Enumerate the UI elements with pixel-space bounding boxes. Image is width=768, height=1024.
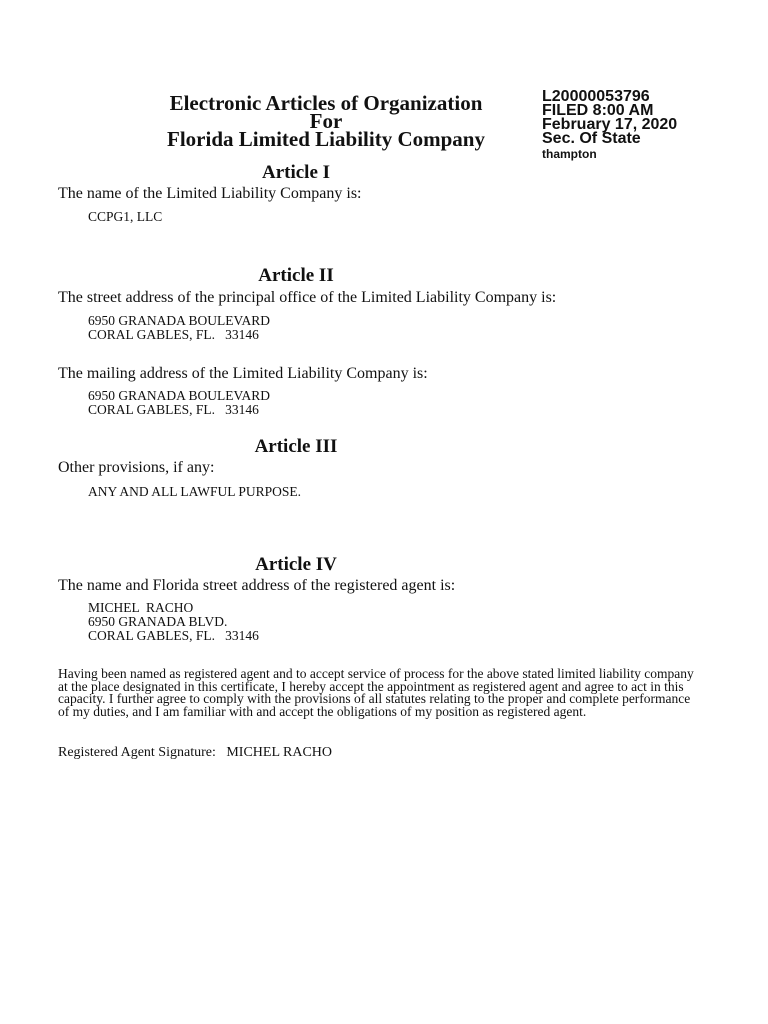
principal-address-line-2: CORAL GABLES, FL. 33146 bbox=[88, 327, 259, 342]
registered-agent-street: 6950 GRANADA BLVD. bbox=[88, 614, 228, 629]
company-name-value: CCPG1, LLC bbox=[88, 209, 163, 224]
mailing-address-line-2: CORAL GABLES, FL. 33146 bbox=[88, 402, 259, 417]
filing-time: FILED 8:00 AM bbox=[542, 102, 654, 119]
registered-agent-name: MICHEL RACHO bbox=[88, 600, 194, 615]
registered-agent-signature: Registered Agent Signature: MICHEL RACHO bbox=[58, 745, 333, 760]
principal-address-line-1: 6950 GRANADA BOULEVARD bbox=[88, 313, 271, 328]
filing-date: February 17, 2020 bbox=[542, 116, 678, 133]
article-1-heading: Article I bbox=[261, 162, 331, 183]
other-provisions-prompt: Other provisions, if any: bbox=[58, 459, 215, 476]
article-2-heading: Article II bbox=[258, 265, 334, 286]
registered-agent-prompt: The name and Florida street address of the registered agent is: bbox=[58, 577, 456, 594]
agent-acceptance-statement: Having been named as registered agent and to accept service of process for the above stated limited liability company at the place designated in this certificate, I hereby accept the appointment as registered agent and agree to act in this capacity. I further agree to comply with the provisions of all statutes relating to the proper and complete performance of my duties, and I am familiar with and accept the obligations of my position as registered agent. bbox=[58, 666, 694, 719]
document-title-line-3: Florida Limited Liability Company bbox=[167, 127, 485, 151]
mailing-address-line-1: 6950 GRANADA BOULEVARD bbox=[88, 388, 271, 403]
registered-agent-city: CORAL GABLES, FL. 33146 bbox=[88, 628, 259, 643]
article-3-heading: Article III bbox=[254, 436, 338, 457]
mailing-address-prompt: The mailing address of the Limited Liability Company is: bbox=[58, 365, 428, 382]
document-title-line-2: For bbox=[309, 109, 343, 133]
filing-office: Sec. Of State bbox=[542, 130, 641, 147]
other-provisions-value: ANY AND ALL LAWFUL PURPOSE. bbox=[88, 484, 302, 499]
filing-document-number: L20000053796 bbox=[542, 88, 650, 105]
article-1-prompt: The name of the Limited Liability Company is: bbox=[58, 185, 362, 202]
article-4-heading: Article IV bbox=[255, 554, 337, 575]
filing-clerk: thampton bbox=[542, 147, 597, 161]
document-title-line-1: Electronic Articles of Organization bbox=[169, 91, 483, 115]
principal-address-prompt: The street address of the principal office of the Limited Liability Company is: bbox=[58, 289, 557, 306]
